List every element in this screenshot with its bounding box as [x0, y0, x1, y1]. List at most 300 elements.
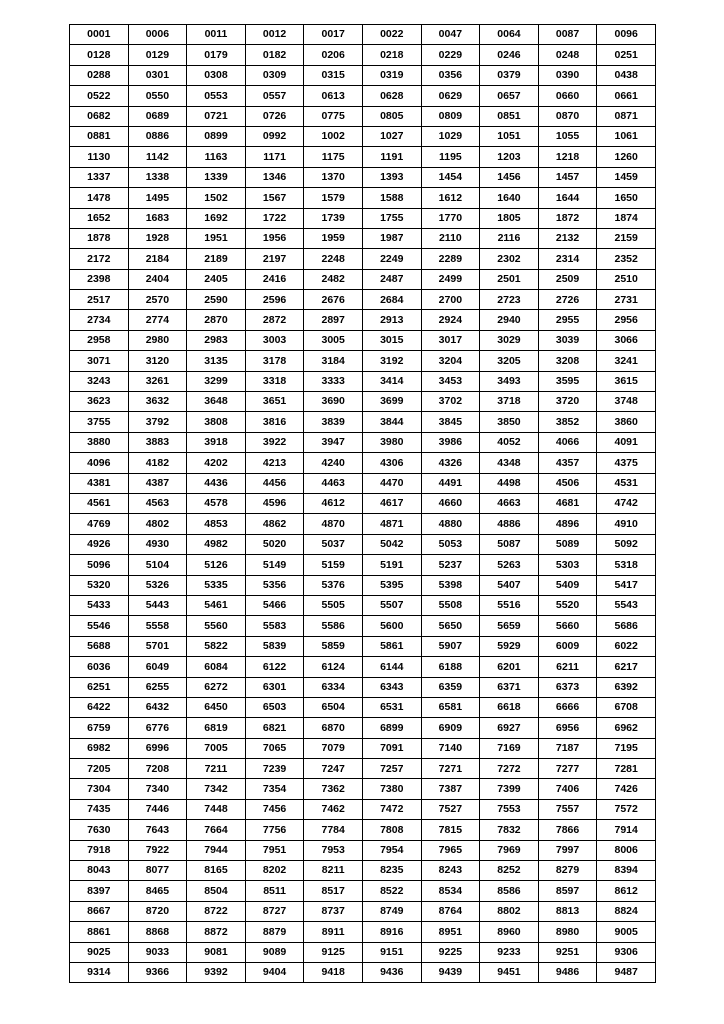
table-row	[70, 147, 656, 167]
table-cell: 7272	[480, 759, 539, 779]
table-cell: 0682	[70, 106, 129, 126]
table-cell: 5053	[421, 534, 480, 554]
table-cell: 6982	[70, 738, 129, 758]
table-cell: 2956	[597, 310, 656, 330]
table-cell: 6255	[128, 677, 187, 697]
table-cell: 3702	[421, 392, 480, 412]
table-cell: 6201	[480, 657, 539, 677]
table-cell: 5686	[597, 616, 656, 636]
table-cell: 7426	[597, 779, 656, 799]
table-cell: 7239	[245, 759, 304, 779]
table-cell: 9486	[538, 962, 597, 982]
table-cell: 3205	[480, 351, 539, 371]
table-cell: 2940	[480, 310, 539, 330]
table-cell: 7456	[245, 799, 304, 819]
table-cell: 1061	[597, 126, 656, 146]
table-cell: 1338	[128, 167, 187, 187]
table-row	[70, 453, 656, 473]
table-cell: 8911	[304, 922, 363, 942]
table-cell: 8534	[421, 881, 480, 901]
table-cell: 6359	[421, 677, 480, 697]
table-cell: 0129	[128, 45, 187, 65]
table-cell: 5586	[304, 616, 363, 636]
table-cell: 4182	[128, 453, 187, 473]
table-cell: 6122	[245, 657, 304, 677]
table-cell: 7208	[128, 759, 187, 779]
table-cell: 2487	[362, 269, 421, 289]
table-cell: 7951	[245, 840, 304, 860]
table-cell: 0721	[187, 106, 246, 126]
table-cell: 1805	[480, 208, 539, 228]
table-row	[70, 45, 656, 65]
table-cell: 1130	[70, 147, 129, 167]
table-cell: 7953	[304, 840, 363, 860]
table-cell: 1770	[421, 208, 480, 228]
table-cell: 3690	[304, 392, 363, 412]
table-cell: 6272	[187, 677, 246, 697]
table-row	[70, 820, 656, 840]
table-cell: 6009	[538, 636, 597, 656]
table-row	[70, 901, 656, 921]
table-cell: 7866	[538, 820, 597, 840]
table-cell: 1260	[597, 147, 656, 167]
table-cell: 5507	[362, 595, 421, 615]
table-cell: 7664	[187, 820, 246, 840]
table-row	[70, 779, 656, 799]
table-cell: 6927	[480, 718, 539, 738]
table-cell: 7446	[128, 799, 187, 819]
table-cell: 5701	[128, 636, 187, 656]
table-row	[70, 269, 656, 289]
table-cell: 0881	[70, 126, 129, 146]
table-cell: 3135	[187, 351, 246, 371]
table-row	[70, 697, 656, 717]
table-cell: 1346	[245, 167, 304, 187]
table-cell: 7914	[597, 820, 656, 840]
table-cell: 8397	[70, 881, 129, 901]
table-cell: 2116	[480, 228, 539, 248]
table-cell: 1370	[304, 167, 363, 187]
table-cell: 3071	[70, 351, 129, 371]
table-cell: 1002	[304, 126, 363, 146]
table-cell: 8960	[480, 922, 539, 942]
table-cell: 1872	[538, 208, 597, 228]
table-cell: 1142	[128, 147, 187, 167]
table-cell: 7965	[421, 840, 480, 860]
table-cell: 0301	[128, 65, 187, 85]
table-cell: 7922	[128, 840, 187, 860]
table-cell: 0992	[245, 126, 304, 146]
table-cell: 8006	[597, 840, 656, 860]
table-cell: 4880	[421, 514, 480, 534]
table-row	[70, 962, 656, 982]
table-cell: 7435	[70, 799, 129, 819]
table-cell: 2983	[187, 330, 246, 350]
table-cell: 2248	[304, 249, 363, 269]
table-row	[70, 922, 656, 942]
table-cell: 4348	[480, 453, 539, 473]
table-cell: 2958	[70, 330, 129, 350]
table-cell: 5020	[245, 534, 304, 554]
table-cell: 1928	[128, 228, 187, 248]
table-cell: 3595	[538, 371, 597, 391]
table-cell: 0315	[304, 65, 363, 85]
table-cell: 4498	[480, 473, 539, 493]
table-cell: 4612	[304, 493, 363, 513]
table-cell: 2405	[187, 269, 246, 289]
table-row	[70, 657, 656, 677]
table-cell: 2159	[597, 228, 656, 248]
table-row	[70, 514, 656, 534]
table-cell: 7257	[362, 759, 421, 779]
table-cell: 6422	[70, 697, 129, 717]
table-cell: 5096	[70, 555, 129, 575]
table-cell: 6909	[421, 718, 480, 738]
table-cell: 5104	[128, 555, 187, 575]
table-cell: 5303	[538, 555, 597, 575]
table-cell: 6373	[538, 677, 597, 697]
table-cell: 6392	[597, 677, 656, 697]
table-cell: 5407	[480, 575, 539, 595]
table-cell: 0012	[245, 25, 304, 45]
table-cell: 0629	[421, 86, 480, 106]
table-cell: 3648	[187, 392, 246, 412]
table-cell: 1692	[187, 208, 246, 228]
table-cell: 4561	[70, 493, 129, 513]
table-row	[70, 738, 656, 758]
table-cell: 6503	[245, 697, 304, 717]
table-cell: 1171	[245, 147, 304, 167]
table-cell: 3844	[362, 412, 421, 432]
table-cell: 6188	[421, 657, 480, 677]
table-cell: 7399	[480, 779, 539, 799]
table-cell: 7304	[70, 779, 129, 799]
table-cell: 6217	[597, 657, 656, 677]
table-cell: 3318	[245, 371, 304, 391]
table-cell: 1502	[187, 188, 246, 208]
table-cell: 4463	[304, 473, 363, 493]
table-cell: 0613	[304, 86, 363, 106]
table-cell: 3808	[187, 412, 246, 432]
table-cell: 7944	[187, 840, 246, 860]
table-row	[70, 249, 656, 269]
table-cell: 9151	[362, 942, 421, 962]
table-cell: 2398	[70, 269, 129, 289]
table-row	[70, 636, 656, 656]
table-cell: 1055	[538, 126, 597, 146]
table-cell: 0899	[187, 126, 246, 146]
table-cell: 8879	[245, 922, 304, 942]
table-cell: 2872	[245, 310, 304, 330]
table-cell: 4660	[421, 493, 480, 513]
table-cell: 2517	[70, 290, 129, 310]
table-cell: 5839	[245, 636, 304, 656]
table-cell: 0218	[362, 45, 421, 65]
table-cell: 5356	[245, 575, 304, 595]
table-cell: 1588	[362, 188, 421, 208]
table-row	[70, 65, 656, 85]
table-cell: 2302	[480, 249, 539, 269]
table-row	[70, 290, 656, 310]
table-cell: 3243	[70, 371, 129, 391]
table-cell: 7079	[304, 738, 363, 758]
table-cell: 1644	[538, 188, 597, 208]
table-cell: 0660	[538, 86, 597, 106]
table-cell: 0248	[538, 45, 597, 65]
table-cell: 4926	[70, 534, 129, 554]
number-table-body	[70, 25, 656, 983]
table-cell: 2897	[304, 310, 363, 330]
table-cell: 8211	[304, 861, 363, 881]
table-cell: 0689	[128, 106, 187, 126]
table-cell: 5600	[362, 616, 421, 636]
table-cell: 6666	[538, 697, 597, 717]
table-cell: 5659	[480, 616, 539, 636]
table-cell: 5861	[362, 636, 421, 656]
table-cell: 8667	[70, 901, 129, 921]
table-cell: 2404	[128, 269, 187, 289]
table-cell: 2684	[362, 290, 421, 310]
table-cell: 7187	[538, 738, 597, 758]
table-cell: 1459	[597, 167, 656, 187]
table-cell: 3816	[245, 412, 304, 432]
table-cell: 4871	[362, 514, 421, 534]
table-cell: 3699	[362, 392, 421, 412]
table-cell: 7342	[187, 779, 246, 799]
table-cell: 3845	[421, 412, 480, 432]
table-cell: 0206	[304, 45, 363, 65]
table-cell: 3299	[187, 371, 246, 391]
table-cell: 4896	[538, 514, 597, 534]
table-cell: 9418	[304, 962, 363, 982]
table-row	[70, 228, 656, 248]
table-cell: 2596	[245, 290, 304, 310]
table-row	[70, 25, 656, 45]
table-cell: 5520	[538, 595, 597, 615]
table-cell: 5318	[597, 555, 656, 575]
table-cell: 7954	[362, 840, 421, 860]
table-cell: 8522	[362, 881, 421, 901]
table-cell: 5159	[304, 555, 363, 575]
table-cell: 3120	[128, 351, 187, 371]
table-cell: 6956	[538, 718, 597, 738]
table-cell: 6899	[362, 718, 421, 738]
table-cell: 7553	[480, 799, 539, 819]
table-cell: 0871	[597, 106, 656, 126]
table-cell: 4578	[187, 493, 246, 513]
table-cell: 0179	[187, 45, 246, 65]
table-cell: 5037	[304, 534, 363, 554]
table-cell: 0553	[187, 86, 246, 106]
table-cell: 7195	[597, 738, 656, 758]
table-cell: 3039	[538, 330, 597, 350]
table-cell: 6301	[245, 677, 304, 697]
table-cell: 8465	[128, 881, 187, 901]
table-cell: 1478	[70, 188, 129, 208]
table-cell: 6776	[128, 718, 187, 738]
table-cell: 4681	[538, 493, 597, 513]
table-cell: 6251	[70, 677, 129, 697]
table-cell: 8504	[187, 881, 246, 901]
table-cell: 9306	[597, 942, 656, 962]
table-row	[70, 208, 656, 228]
table-cell: 0047	[421, 25, 480, 45]
table-cell: 0064	[480, 25, 539, 45]
table-cell: 8511	[245, 881, 304, 901]
table-cell: 9392	[187, 962, 246, 982]
table-cell: 8586	[480, 881, 539, 901]
table-cell: 6618	[480, 697, 539, 717]
table-cell: 4491	[421, 473, 480, 493]
table-cell: 0022	[362, 25, 421, 45]
table-cell: 8727	[245, 901, 304, 921]
table-cell: 2197	[245, 249, 304, 269]
table-cell: 2189	[187, 249, 246, 269]
table-cell: 4213	[245, 453, 304, 473]
table-row	[70, 371, 656, 391]
table-cell: 4663	[480, 493, 539, 513]
table-cell: 0851	[480, 106, 539, 126]
table-cell: 7969	[480, 840, 539, 860]
table-cell: 8813	[538, 901, 597, 921]
table-cell: 6759	[70, 718, 129, 738]
table-cell: 9314	[70, 962, 129, 982]
table-cell: 5042	[362, 534, 421, 554]
table-cell: 7572	[597, 799, 656, 819]
table-cell: 1175	[304, 147, 363, 167]
table-cell: 5543	[597, 595, 656, 615]
table-cell: 2501	[480, 269, 539, 289]
table-cell: 1987	[362, 228, 421, 248]
table-cell: 8951	[421, 922, 480, 942]
table-cell: 5335	[187, 575, 246, 595]
table-cell: 3615	[597, 371, 656, 391]
table-cell: 3720	[538, 392, 597, 412]
table-cell: 4456	[245, 473, 304, 493]
table-cell: 3883	[128, 432, 187, 452]
table-cell: 1878	[70, 228, 129, 248]
table-row	[70, 86, 656, 106]
table-cell: 9025	[70, 942, 129, 962]
table-cell: 8868	[128, 922, 187, 942]
table-cell: 5859	[304, 636, 363, 656]
table-cell: 1722	[245, 208, 304, 228]
table-cell: 4240	[304, 453, 363, 473]
table-row	[70, 330, 656, 350]
table-cell: 1027	[362, 126, 421, 146]
table-cell: 0011	[187, 25, 246, 45]
table-cell: 6022	[597, 636, 656, 656]
table-cell: 7091	[362, 738, 421, 758]
table-cell: 2172	[70, 249, 129, 269]
table-cell: 7808	[362, 820, 421, 840]
table-cell: 3755	[70, 412, 129, 432]
table-cell: 5660	[538, 616, 597, 636]
table-cell: 4470	[362, 473, 421, 493]
table-cell: 6049	[128, 657, 187, 677]
table-cell: 4091	[597, 432, 656, 452]
table-cell: 3718	[480, 392, 539, 412]
table-cell: 9225	[421, 942, 480, 962]
table-cell: 3066	[597, 330, 656, 350]
table-cell: 1755	[362, 208, 421, 228]
table-cell: 1337	[70, 167, 129, 187]
table-cell: 4886	[480, 514, 539, 534]
table-cell: 4910	[597, 514, 656, 534]
table-cell: 1163	[187, 147, 246, 167]
table-cell: 3192	[362, 351, 421, 371]
table-cell: 8722	[187, 901, 246, 921]
table-cell: 7140	[421, 738, 480, 758]
table-cell: 8279	[538, 861, 597, 881]
table-cell: 0229	[421, 45, 480, 65]
table-cell: 1191	[362, 147, 421, 167]
table-cell: 4052	[480, 432, 539, 452]
table-cell: 2110	[421, 228, 480, 248]
table-cell: 5326	[128, 575, 187, 595]
table-cell: 4306	[362, 453, 421, 473]
table-cell: 4853	[187, 514, 246, 534]
table-cell: 5433	[70, 595, 129, 615]
table-cell: 2509	[538, 269, 597, 289]
table-cell: 2700	[421, 290, 480, 310]
table-cell: 7406	[538, 779, 597, 799]
table-cell: 5320	[70, 575, 129, 595]
table-cell: 8764	[421, 901, 480, 921]
table-cell: 0390	[538, 65, 597, 85]
table-cell: 7997	[538, 840, 597, 860]
table-row	[70, 106, 656, 126]
table-cell: 1959	[304, 228, 363, 248]
table-cell: 7281	[597, 759, 656, 779]
table-cell: 5688	[70, 636, 129, 656]
table-cell: 4387	[128, 473, 187, 493]
table-cell: 3792	[128, 412, 187, 432]
table-cell: 1051	[480, 126, 539, 146]
table-row	[70, 799, 656, 819]
table-row	[70, 840, 656, 860]
table-cell: 1683	[128, 208, 187, 228]
table-cell: 8861	[70, 922, 129, 942]
table-cell: 0870	[538, 106, 597, 126]
table-cell: 7065	[245, 738, 304, 758]
table-cell: 8252	[480, 861, 539, 881]
table-cell: 7557	[538, 799, 597, 819]
table-cell: 3414	[362, 371, 421, 391]
table-cell: 2731	[597, 290, 656, 310]
table-cell: 5583	[245, 616, 304, 636]
table-cell: 3860	[597, 412, 656, 432]
table-cell: 0288	[70, 65, 129, 85]
table-cell: 1393	[362, 167, 421, 187]
table-cell: 6870	[304, 718, 363, 738]
table-cell: 6504	[304, 697, 363, 717]
table-cell: 7643	[128, 820, 187, 840]
table-cell: 8394	[597, 861, 656, 881]
table-cell: 2870	[187, 310, 246, 330]
table-cell: 1612	[421, 188, 480, 208]
table-cell: 3632	[128, 392, 187, 412]
table-cell: 8043	[70, 861, 129, 881]
table-cell: 2314	[538, 249, 597, 269]
table-row	[70, 188, 656, 208]
table-cell: 7462	[304, 799, 363, 819]
table-cell: 5087	[480, 534, 539, 554]
table-cell: 3880	[70, 432, 129, 452]
table-cell: 0438	[597, 65, 656, 85]
table-cell: 8872	[187, 922, 246, 942]
table-cell: 1567	[245, 188, 304, 208]
